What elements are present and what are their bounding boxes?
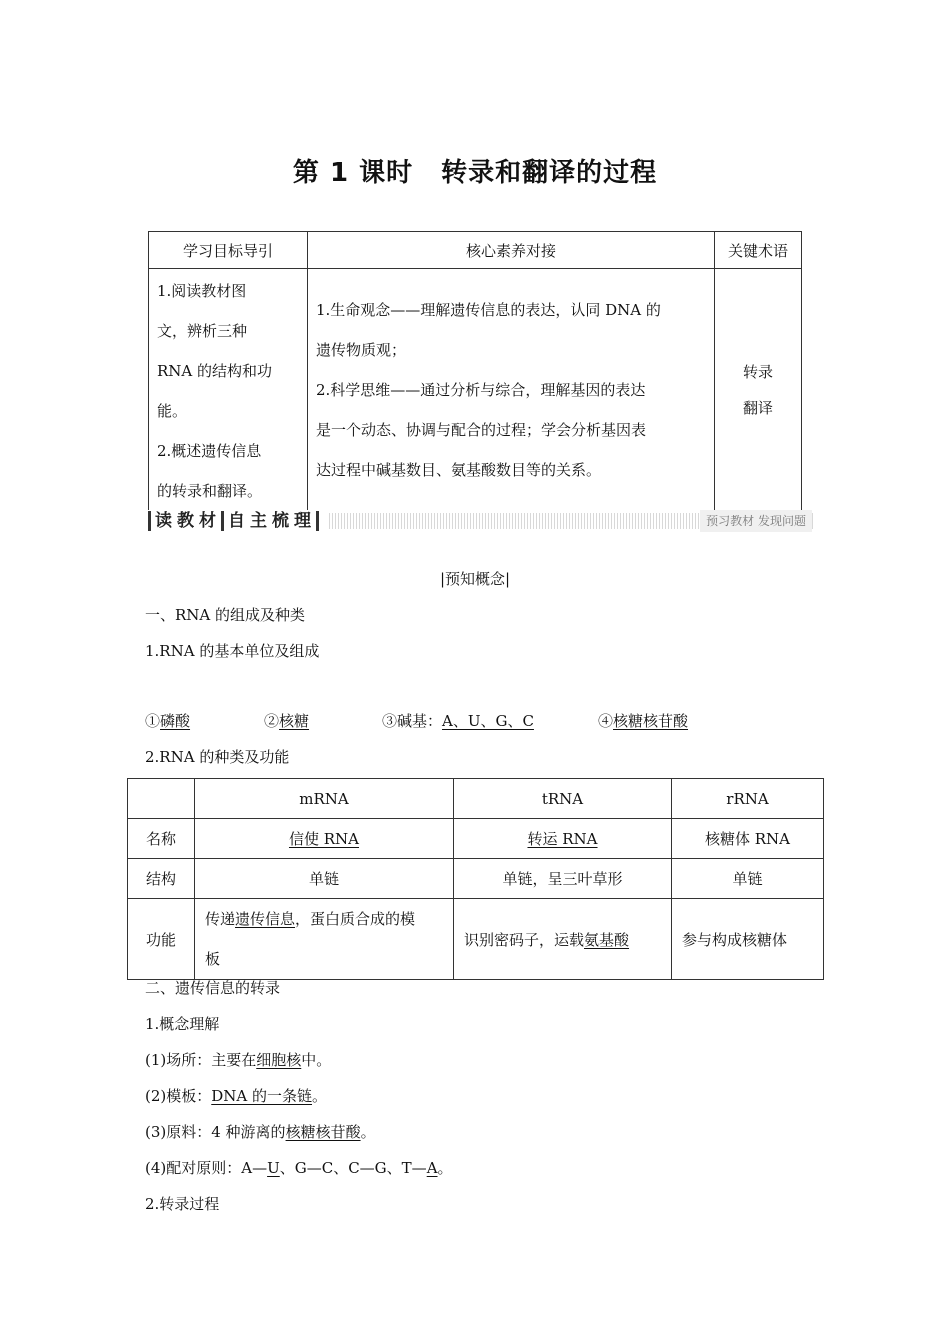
- fill-prefix: ③碱基：: [382, 712, 443, 730]
- key-terms-cell: [715, 269, 802, 512]
- goal-line: RNA 的结构和功: [157, 362, 273, 380]
- header-core-literacy: 核心素养对接: [308, 232, 715, 269]
- sec1-item2: 2.RNA 的种类及功能: [145, 748, 290, 766]
- fill-blank-3: [382, 710, 534, 731]
- text-run: 。: [360, 1123, 376, 1141]
- page-title: [0, 152, 950, 189]
- row-label-name: 名称: [128, 819, 195, 859]
- text-run: (2)模板：: [145, 1087, 212, 1105]
- banner-title: [148, 510, 327, 532]
- rna-name-row: [128, 819, 824, 859]
- fill-blank-1: [145, 710, 190, 731]
- banner-divider-icon: [221, 511, 224, 531]
- objectives-table: [148, 231, 802, 511]
- objectives-header-row: [149, 232, 802, 269]
- transcription-material: [145, 1121, 376, 1142]
- row-label-structure: 结构: [128, 859, 195, 899]
- text-run: (1)场所：主要在: [145, 1051, 257, 1069]
- banner-subtitle: 预习教材 发现问题: [700, 510, 812, 532]
- banner-end-icon: [316, 511, 319, 531]
- literacy-line: 2.科学思维——通过分析与综合，理解基因的表达: [316, 381, 646, 399]
- underlined-answer: DNA 的一条链: [211, 1087, 313, 1105]
- fill-answer: 核糖核苷酸: [613, 712, 689, 730]
- goal-line: 的转录和翻译。: [157, 482, 263, 500]
- banner-title-b: 自主梳理: [228, 511, 316, 531]
- learning-goals-cell: [149, 269, 308, 512]
- underlined-answer: 氨基酸: [584, 930, 630, 949]
- fill-prefix: ②: [264, 712, 280, 730]
- title-lesson-number: 第 1 课时: [292, 158, 414, 188]
- section-label: |预知概念|: [439, 570, 511, 588]
- function-rrna: 参与构成核糖体: [672, 899, 824, 980]
- literacy-line: 遗传物质观；: [316, 341, 407, 359]
- pairing-rule: [145, 1157, 453, 1178]
- literacy-line: 1.生命观念——理解遗传信息的表达，认同 DNA 的: [316, 301, 661, 319]
- rna-function-row: [128, 899, 824, 980]
- fill-answer: A、U、G、C: [442, 712, 534, 730]
- literacy-line: 达过程中碱基数目、氨基酸数目等的关系。: [316, 461, 602, 479]
- name-trna-text: 转运 RNA: [527, 830, 598, 848]
- sec1-item1: 1.RNA 的基本单位及组成: [145, 642, 320, 660]
- fill-blank-2: [264, 710, 309, 731]
- header-key-terms: 关键术语: [715, 232, 802, 269]
- goal-line: 1.阅读教材图: [157, 282, 247, 300]
- text-run: (4)配对原则：A—: [145, 1159, 268, 1177]
- sec2-heading: 二、遗传信息的转录: [145, 979, 281, 997]
- text-run: 中。: [301, 1051, 332, 1069]
- title-topic: 转录和翻译的过程: [441, 158, 658, 188]
- goal-line: 文，辨析三种: [157, 322, 248, 340]
- structure-rrna: 单链: [672, 859, 824, 899]
- row-label-function: 功能: [128, 899, 195, 980]
- sec2-item2: 2.转录过程: [145, 1195, 220, 1213]
- fill-answer: 核糖: [279, 712, 310, 730]
- rna-header-blank: [128, 779, 195, 819]
- goal-line: 2.概述遗传信息: [157, 442, 262, 460]
- function-mrna: [195, 899, 454, 980]
- fill-blank-4: [598, 710, 688, 731]
- text-run: (3)原料：4 种游离的: [145, 1123, 286, 1141]
- name-mrna: [195, 819, 454, 859]
- text-run: 。: [437, 1159, 453, 1177]
- transcription-site: [145, 1049, 331, 1070]
- function-mrna-line1: [205, 899, 443, 939]
- banner-title-a: 读教材: [155, 511, 221, 531]
- underlined-answer: 细胞核: [256, 1051, 302, 1069]
- sec1-heading: 一、RNA 的组成及种类: [145, 606, 306, 624]
- rna-header-rrna: rRNA: [672, 779, 824, 819]
- function-trna: [454, 899, 672, 980]
- header-learning-goals: 学习目标导引: [149, 232, 308, 269]
- name-mrna-text: 信使 RNA: [288, 830, 360, 848]
- key-term: 翻译: [742, 399, 773, 417]
- rna-types-table: [127, 778, 824, 980]
- text-run: 传递: [205, 910, 236, 928]
- goal-line: 能。: [157, 402, 188, 420]
- core-literacy-cell: [308, 269, 715, 512]
- underlined-answer: A: [426, 1159, 438, 1177]
- name-trna: [454, 819, 672, 859]
- underlined-answer: U: [267, 1159, 280, 1177]
- literacy-line: 是一个动态、协调与配合的过程；学会分析基因表: [316, 421, 647, 439]
- structure-trna: 单链，呈三叶草形: [454, 859, 672, 899]
- text-run: 识别密码子，运载: [464, 930, 585, 949]
- objectives-body-row: [149, 269, 802, 512]
- banner-bar-icon: [148, 511, 151, 531]
- fill-prefix: ④: [598, 712, 614, 730]
- underlined-answer: 遗传信息: [235, 910, 296, 928]
- text-run: 。: [312, 1087, 328, 1105]
- transcription-template: [145, 1085, 327, 1106]
- rna-structure-row: [128, 859, 824, 899]
- section-banner: [148, 510, 814, 532]
- rna-header-mrna: mRNA: [195, 779, 454, 819]
- text-run: ，蛋白质合成的模: [295, 910, 416, 928]
- rna-header-trna: tRNA: [454, 779, 672, 819]
- rna-header-row: [128, 779, 824, 819]
- function-mrna-line2: 板: [205, 950, 221, 968]
- fill-answer: 磷酸: [160, 712, 191, 730]
- underlined-answer: 核糖核苷酸: [285, 1123, 361, 1141]
- text-run: 、G—C、C—G、T—: [279, 1159, 427, 1177]
- key-term: 转录: [742, 363, 773, 381]
- structure-mrna: 单链: [195, 859, 454, 899]
- sec2-item1: 1.概念理解: [145, 1015, 220, 1033]
- name-rrna: 核糖体 RNA: [672, 819, 824, 859]
- fill-prefix: ①: [145, 712, 161, 730]
